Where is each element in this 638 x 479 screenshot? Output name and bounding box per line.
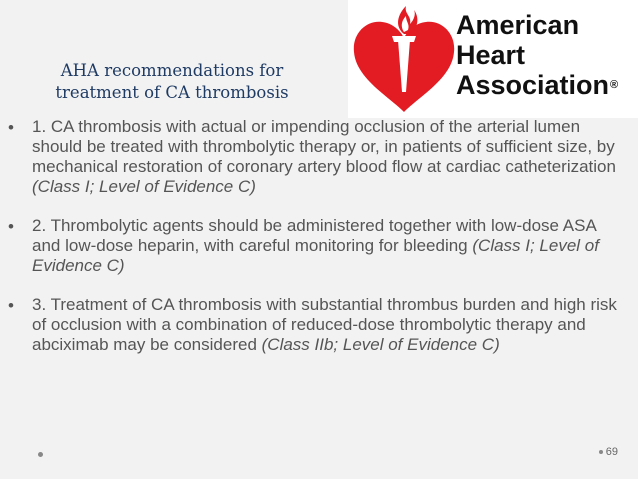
bullet-item-2 — [8, 216, 628, 276]
bullet-marker: • — [8, 217, 14, 236]
page-number-value: 69 — [605, 446, 618, 458]
logo-word-association: Association — [456, 70, 610, 100]
bullet-item-1 — [8, 117, 628, 197]
slide-title-line-1: AHA recommendations for — [60, 61, 284, 80]
bullet-text: 3. Treatment of CA thrombosis with substantial thrombus burden and high risk of occlusion with a combination of reduced-dose thrombolytic therapy and abciximab may be considered — [32, 295, 617, 354]
slide-title-line-2: treatment of CA thrombosis — [55, 83, 289, 102]
evidence-class: (Class I; Level of Evidence C) — [32, 177, 256, 196]
aha-logo — [348, 0, 638, 118]
logo-line-association — [456, 70, 618, 100]
footer-dot — [38, 452, 43, 457]
slide-title — [24, 60, 320, 104]
bullet-text: 1. CA thrombosis with actual or impending occlusion of the arterial lumen should be treated with thrombolytic therapy or, in patients of sufficient size, by mechanical restoration of coronary artery blood flow at cardiac catheterization — [32, 117, 616, 176]
bullet-list — [8, 117, 628, 374]
bullet-marker: • — [8, 118, 14, 137]
bullet-item-3 — [8, 295, 628, 355]
heart-torch-icon — [348, 0, 460, 118]
bullet-text: 2. Thrombolytic agents should be administered together with low-dose ASA and low-dose heparin, with careful monitoring for bleeding — [32, 216, 596, 255]
logo-line-heart: Heart — [456, 40, 526, 70]
evidence-class: (Class I; Level of Evidence C) — [32, 236, 599, 275]
page-number — [599, 446, 618, 458]
evidence-class: (Class IIb; Level of Evidence C) — [261, 335, 500, 354]
page-number-dot — [599, 450, 603, 454]
logo-line-american: American — [456, 10, 580, 40]
aha-logo-text — [456, 10, 618, 100]
registered-mark: ® — [610, 79, 619, 91]
bullet-marker: • — [8, 296, 14, 315]
